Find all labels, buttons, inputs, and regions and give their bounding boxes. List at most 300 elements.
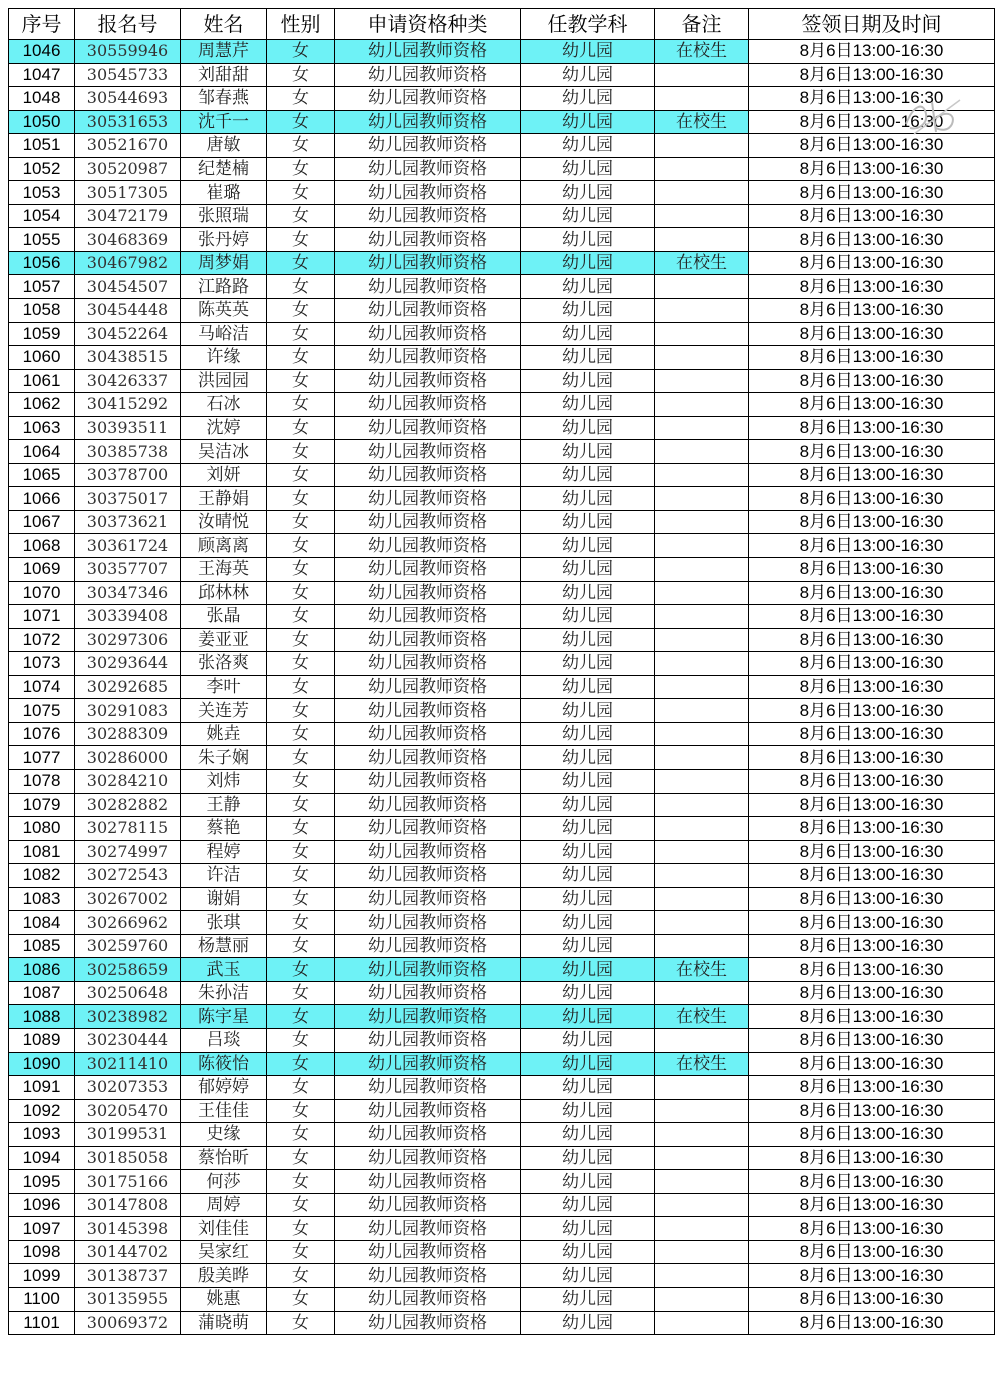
- pickup-time-cell: 8月6日13:00-16:30: [749, 769, 995, 793]
- qualification-cell: 幼儿园教师资格: [335, 558, 521, 582]
- qualification-cell: 幼儿园教师资格: [335, 204, 521, 228]
- table-row: [9, 1099, 995, 1123]
- pickup-time-cell: 8月6日13:00-16:30: [749, 534, 995, 558]
- seq-cell: 1064: [9, 440, 75, 464]
- regno-cell: 30199531: [75, 1123, 181, 1147]
- subject-cell: 幼儿园: [521, 251, 655, 275]
- table-row: [9, 628, 995, 652]
- qualification-cell: 幼儿园教师资格: [335, 581, 521, 605]
- table-row: [9, 793, 995, 817]
- qualification-cell: 幼儿园教师资格: [335, 817, 521, 841]
- subject-cell: 幼儿园: [521, 110, 655, 134]
- qualification-cell: 幼儿园教师资格: [335, 746, 521, 770]
- subject-cell: 幼儿园: [521, 1240, 655, 1264]
- gender-cell: 女: [267, 1028, 335, 1052]
- table-row: [9, 652, 995, 676]
- qualification-cell: 幼儿园教师资格: [335, 1264, 521, 1288]
- seq-cell: 1078: [9, 769, 75, 793]
- subject-cell: 幼儿园: [521, 346, 655, 370]
- table-row: [9, 675, 995, 699]
- pickup-time-cell: 8月6日13:00-16:30: [749, 911, 995, 935]
- seq-cell: 1072: [9, 628, 75, 652]
- qualification-cell: 幼儿园教师资格: [335, 463, 521, 487]
- gender-cell: 女: [267, 87, 335, 111]
- seq-cell: 1081: [9, 840, 75, 864]
- note-cell: [655, 440, 749, 464]
- table-row: [9, 934, 995, 958]
- name-cell: 周梦娟: [181, 251, 267, 275]
- gender-cell: 女: [267, 1264, 335, 1288]
- seq-cell: 1050: [9, 110, 75, 134]
- note-cell: [655, 322, 749, 346]
- note-cell: [655, 510, 749, 534]
- table-row: [9, 110, 995, 134]
- seq-cell: 1095: [9, 1170, 75, 1194]
- qualification-cell: 幼儿园教师资格: [335, 699, 521, 723]
- table-row: [9, 558, 995, 582]
- qualification-cell: 幼儿园教师资格: [335, 534, 521, 558]
- table-row: [9, 864, 995, 888]
- qualification-cell: 幼儿园教师资格: [335, 440, 521, 464]
- pickup-time-cell: 8月6日13:00-16:30: [749, 134, 995, 158]
- seq-cell: 1068: [9, 534, 75, 558]
- note-cell: [655, 652, 749, 676]
- seq-cell: 1075: [9, 699, 75, 723]
- gender-cell: 女: [267, 699, 335, 723]
- name-cell: 张琪: [181, 911, 267, 935]
- seq-cell: 1065: [9, 463, 75, 487]
- subject-cell: 幼儿园: [521, 934, 655, 958]
- name-cell: 张洛爽: [181, 652, 267, 676]
- subject-cell: 幼儿园: [521, 369, 655, 393]
- name-cell: 王海英: [181, 558, 267, 582]
- gender-cell: 女: [267, 558, 335, 582]
- seq-cell: 1090: [9, 1052, 75, 1076]
- pickup-time-cell: 8月6日13:00-16:30: [749, 63, 995, 87]
- name-cell: 刘佳佳: [181, 1217, 267, 1241]
- subject-cell: 幼儿园: [521, 1076, 655, 1100]
- regno-cell: 30147808: [75, 1193, 181, 1217]
- pickup-time-cell: 8月6日13:00-16:30: [749, 675, 995, 699]
- seq-cell: 1052: [9, 157, 75, 181]
- header-regno: 报名号: [75, 9, 181, 40]
- regno-cell: 30274997: [75, 840, 181, 864]
- table-row: [9, 1005, 995, 1029]
- note-cell: [655, 1240, 749, 1264]
- note-cell: [655, 558, 749, 582]
- gender-cell: 女: [267, 110, 335, 134]
- gender-cell: 女: [267, 510, 335, 534]
- seq-cell: 1094: [9, 1146, 75, 1170]
- subject-cell: 幼儿园: [521, 699, 655, 723]
- name-cell: 吴洁冰: [181, 440, 267, 464]
- gender-cell: 女: [267, 1217, 335, 1241]
- seq-cell: 1053: [9, 181, 75, 205]
- note-cell: [655, 1028, 749, 1052]
- table-row: [9, 228, 995, 252]
- pickup-time-cell: 8月6日13:00-16:30: [749, 840, 995, 864]
- header-qualification: 申请资格种类: [335, 9, 521, 40]
- subject-cell: 幼儿园: [521, 864, 655, 888]
- pickup-time-cell: 8月6日13:00-16:30: [749, 1099, 995, 1123]
- seq-cell: 1089: [9, 1028, 75, 1052]
- qualification-cell: 幼儿园教师资格: [335, 1123, 521, 1147]
- regno-cell: 30292685: [75, 675, 181, 699]
- regno-cell: 30293644: [75, 652, 181, 676]
- name-cell: 刘妍: [181, 463, 267, 487]
- seq-cell: 1048: [9, 87, 75, 111]
- name-cell: 关连芳: [181, 699, 267, 723]
- seq-cell: 1083: [9, 887, 75, 911]
- subject-cell: 幼儿园: [521, 958, 655, 982]
- gender-cell: 女: [267, 769, 335, 793]
- note-cell: [655, 911, 749, 935]
- gender-cell: 女: [267, 581, 335, 605]
- qualification-cell: 幼儿园教师资格: [335, 722, 521, 746]
- subject-cell: 幼儿园: [521, 793, 655, 817]
- subject-cell: 幼儿园: [521, 322, 655, 346]
- name-cell: 吴家红: [181, 1240, 267, 1264]
- note-cell: [655, 1217, 749, 1241]
- subject-cell: 幼儿园: [521, 487, 655, 511]
- name-cell: 王静: [181, 793, 267, 817]
- regno-cell: 30250648: [75, 981, 181, 1005]
- regno-cell: 30472179: [75, 204, 181, 228]
- subject-cell: 幼儿园: [521, 1287, 655, 1311]
- regno-cell: 30258659: [75, 958, 181, 982]
- subject-cell: 幼儿园: [521, 87, 655, 111]
- note-cell: [655, 817, 749, 841]
- note-cell: [655, 228, 749, 252]
- qualification-cell: 幼儿园教师资格: [335, 887, 521, 911]
- gender-cell: 女: [267, 887, 335, 911]
- regno-cell: 30385738: [75, 440, 181, 464]
- qualification-cell: 幼儿园教师资格: [335, 87, 521, 111]
- qualification-cell: 幼儿园教师资格: [335, 299, 521, 323]
- gender-cell: 女: [267, 181, 335, 205]
- gender-cell: 女: [267, 1005, 335, 1029]
- note-cell: [655, 157, 749, 181]
- subject-cell: 幼儿园: [521, 1193, 655, 1217]
- seq-cell: 1070: [9, 581, 75, 605]
- regno-cell: 30521670: [75, 134, 181, 158]
- subject-cell: 幼儿园: [521, 558, 655, 582]
- table-row: [9, 1240, 995, 1264]
- pickup-time-cell: 8月6日13:00-16:30: [749, 110, 995, 134]
- name-cell: 周婷: [181, 1193, 267, 1217]
- pickup-time-cell: 8月6日13:00-16:30: [749, 793, 995, 817]
- subject-cell: 幼儿园: [521, 1311, 655, 1335]
- qualification-cell: 幼儿园教师资格: [335, 793, 521, 817]
- gender-cell: 女: [267, 228, 335, 252]
- qualification-cell: 幼儿园教师资格: [335, 157, 521, 181]
- subject-cell: 幼儿园: [521, 1123, 655, 1147]
- pickup-time-cell: 8月6日13:00-16:30: [749, 1076, 995, 1100]
- table-row: [9, 1052, 995, 1076]
- seq-cell: 1091: [9, 1076, 75, 1100]
- regno-cell: 30288309: [75, 722, 181, 746]
- subject-cell: 幼儿园: [521, 722, 655, 746]
- note-cell: [655, 369, 749, 393]
- qualification-cell: 幼儿园教师资格: [335, 110, 521, 134]
- seq-cell: 1093: [9, 1123, 75, 1147]
- regno-cell: 30272543: [75, 864, 181, 888]
- gender-cell: 女: [267, 1287, 335, 1311]
- pickup-time-cell: 8月6日13:00-16:30: [749, 558, 995, 582]
- table-row: [9, 346, 995, 370]
- qualification-cell: 幼儿园教师资格: [335, 1287, 521, 1311]
- table-row: [9, 157, 995, 181]
- qualification-cell: 幼儿园教师资格: [335, 1311, 521, 1335]
- qualification-cell: 幼儿园教师资格: [335, 958, 521, 982]
- table-row: [9, 1217, 995, 1241]
- name-cell: 张丹婷: [181, 228, 267, 252]
- note-cell: [655, 981, 749, 1005]
- note-cell: [655, 416, 749, 440]
- pickup-time-cell: 8月6日13:00-16:30: [749, 722, 995, 746]
- note-cell: [655, 934, 749, 958]
- gender-cell: 女: [267, 840, 335, 864]
- table-row: [9, 1146, 995, 1170]
- subject-cell: 幼儿园: [521, 393, 655, 417]
- subject-cell: 幼儿园: [521, 652, 655, 676]
- note-cell: 在校生: [655, 251, 749, 275]
- seq-cell: 1082: [9, 864, 75, 888]
- table-row: [9, 487, 995, 511]
- table-row: [9, 1287, 995, 1311]
- table-row: [9, 416, 995, 440]
- gender-cell: 女: [267, 793, 335, 817]
- table-row: [9, 769, 995, 793]
- gender-cell: 女: [267, 652, 335, 676]
- name-cell: 刘炜: [181, 769, 267, 793]
- table-row: [9, 722, 995, 746]
- header-gender: 性别: [267, 9, 335, 40]
- pickup-time-cell: 8月6日13:00-16:30: [749, 393, 995, 417]
- qualification-cell: 幼儿园教师资格: [335, 864, 521, 888]
- note-cell: [655, 346, 749, 370]
- name-cell: 谢娟: [181, 887, 267, 911]
- subject-cell: 幼儿园: [521, 416, 655, 440]
- name-cell: 许洁: [181, 864, 267, 888]
- pickup-time-cell: 8月6日13:00-16:30: [749, 1005, 995, 1029]
- gender-cell: 女: [267, 157, 335, 181]
- qualification-cell: 幼儿园教师资格: [335, 911, 521, 935]
- note-cell: [655, 134, 749, 158]
- gender-cell: 女: [267, 322, 335, 346]
- table-row: [9, 63, 995, 87]
- regno-cell: 30373621: [75, 510, 181, 534]
- subject-cell: 幼儿园: [521, 63, 655, 87]
- regno-cell: 30297306: [75, 628, 181, 652]
- gender-cell: 女: [267, 487, 335, 511]
- note-cell: [655, 299, 749, 323]
- table-row: [9, 87, 995, 111]
- regno-cell: 30069372: [75, 1311, 181, 1335]
- qualification-cell: 幼儿园教师资格: [335, 769, 521, 793]
- regno-cell: 30468369: [75, 228, 181, 252]
- name-cell: 何莎: [181, 1170, 267, 1194]
- header-name: 姓名: [181, 9, 267, 40]
- gender-cell: 女: [267, 1193, 335, 1217]
- table-row: [9, 275, 995, 299]
- seq-cell: 1088: [9, 1005, 75, 1029]
- qualification-cell: 幼儿园教师资格: [335, 840, 521, 864]
- pickup-time-cell: 8月6日13:00-16:30: [749, 981, 995, 1005]
- subject-cell: 幼儿园: [521, 1170, 655, 1194]
- table-row: [9, 1028, 995, 1052]
- pickup-time-cell: 8月6日13:00-16:30: [749, 322, 995, 346]
- gender-cell: 女: [267, 1099, 335, 1123]
- gender-cell: 女: [267, 1240, 335, 1264]
- note-cell: [655, 1287, 749, 1311]
- name-cell: 张晶: [181, 605, 267, 629]
- table-row: [9, 1193, 995, 1217]
- regno-cell: 30278115: [75, 817, 181, 841]
- table-row: [9, 1311, 995, 1335]
- subject-cell: 幼儿园: [521, 1028, 655, 1052]
- name-cell: 郁婷婷: [181, 1076, 267, 1100]
- pickup-time-cell: 8月6日13:00-16:30: [749, 1123, 995, 1147]
- pickup-time-cell: 8月6日13:00-16:30: [749, 652, 995, 676]
- name-cell: 张照瑞: [181, 204, 267, 228]
- seq-cell: 1062: [9, 393, 75, 417]
- regno-cell: 30454507: [75, 275, 181, 299]
- header-seq: 序号: [9, 9, 75, 40]
- pickup-time-cell: 8月6日13:00-16:30: [749, 746, 995, 770]
- gender-cell: 女: [267, 134, 335, 158]
- qualification-cell: 幼儿园教师资格: [335, 1217, 521, 1241]
- name-cell: 程婷: [181, 840, 267, 864]
- name-cell: 李叶: [181, 675, 267, 699]
- subject-cell: 幼儿园: [521, 275, 655, 299]
- table-row: [9, 958, 995, 982]
- regno-cell: 30135955: [75, 1287, 181, 1311]
- gender-cell: 女: [267, 204, 335, 228]
- regno-cell: 30282882: [75, 793, 181, 817]
- header-pickup-time: 签领日期及时间: [749, 9, 995, 40]
- table-row: [9, 204, 995, 228]
- name-cell: 史缘: [181, 1123, 267, 1147]
- name-cell: 陈筱怡: [181, 1052, 267, 1076]
- pickup-time-cell: 8月6日13:00-16:30: [749, 958, 995, 982]
- pickup-time-cell: 8月6日13:00-16:30: [749, 157, 995, 181]
- seq-cell: 1071: [9, 605, 75, 629]
- qualification-cell: 幼儿园教师资格: [335, 181, 521, 205]
- name-cell: 杨慧丽: [181, 934, 267, 958]
- note-cell: 在校生: [655, 1052, 749, 1076]
- seq-cell: 1080: [9, 817, 75, 841]
- regno-cell: 30138737: [75, 1264, 181, 1288]
- name-cell: 蔡艳: [181, 817, 267, 841]
- seq-cell: 1074: [9, 675, 75, 699]
- pickup-time-cell: 8月6日13:00-16:30: [749, 864, 995, 888]
- qualification-cell: 幼儿园教师资格: [335, 628, 521, 652]
- regno-cell: 30145398: [75, 1217, 181, 1241]
- regno-cell: 30291083: [75, 699, 181, 723]
- regno-cell: 30415292: [75, 393, 181, 417]
- gender-cell: 女: [267, 934, 335, 958]
- regno-cell: 30438515: [75, 346, 181, 370]
- gender-cell: 女: [267, 628, 335, 652]
- table-row: [9, 817, 995, 841]
- qualification-cell: 幼儿园教师资格: [335, 251, 521, 275]
- qualification-cell: 幼儿园教师资格: [335, 934, 521, 958]
- gender-cell: 女: [267, 1146, 335, 1170]
- name-cell: 吕琰: [181, 1028, 267, 1052]
- subject-cell: 幼儿园: [521, 228, 655, 252]
- gender-cell: 女: [267, 911, 335, 935]
- gender-cell: 女: [267, 369, 335, 393]
- name-cell: 刘甜甜: [181, 63, 267, 87]
- subject-cell: 幼儿园: [521, 1005, 655, 1029]
- qualification-cell: 幼儿园教师资格: [335, 416, 521, 440]
- subject-cell: 幼儿园: [521, 299, 655, 323]
- table-row: [9, 251, 995, 275]
- pickup-time-cell: 8月6日13:00-16:30: [749, 1311, 995, 1335]
- pickup-time-cell: 8月6日13:00-16:30: [749, 346, 995, 370]
- note-cell: 在校生: [655, 40, 749, 64]
- subject-cell: 幼儿园: [521, 534, 655, 558]
- seq-cell: 1063: [9, 416, 75, 440]
- regno-cell: 30286000: [75, 746, 181, 770]
- gender-cell: 女: [267, 958, 335, 982]
- seq-cell: 1086: [9, 958, 75, 982]
- subject-cell: 幼儿园: [521, 463, 655, 487]
- subject-cell: 幼儿园: [521, 628, 655, 652]
- regno-cell: 30544693: [75, 87, 181, 111]
- note-cell: [655, 1170, 749, 1194]
- seq-cell: 1059: [9, 322, 75, 346]
- note-cell: [655, 1076, 749, 1100]
- regno-cell: 30375017: [75, 487, 181, 511]
- note-cell: [655, 769, 749, 793]
- name-cell: 陈宇星: [181, 1005, 267, 1029]
- seq-cell: 1047: [9, 63, 75, 87]
- seq-cell: 1054: [9, 204, 75, 228]
- seq-cell: 1046: [9, 40, 75, 64]
- note-cell: [655, 605, 749, 629]
- regno-cell: 30467982: [75, 251, 181, 275]
- qualification-cell: 幼儿园教师资格: [335, 652, 521, 676]
- regno-cell: 30393511: [75, 416, 181, 440]
- regno-cell: 30520987: [75, 157, 181, 181]
- qualification-cell: 幼儿园教师资格: [335, 1193, 521, 1217]
- pickup-time-cell: 8月6日13:00-16:30: [749, 1193, 995, 1217]
- qualification-cell: 幼儿园教师资格: [335, 1170, 521, 1194]
- name-cell: 王静娟: [181, 487, 267, 511]
- regno-cell: 30559946: [75, 40, 181, 64]
- note-cell: [655, 463, 749, 487]
- note-cell: [655, 487, 749, 511]
- seq-cell: 1061: [9, 369, 75, 393]
- qualification-cell: 幼儿园教师资格: [335, 322, 521, 346]
- gender-cell: 女: [267, 440, 335, 464]
- pickup-time-cell: 8月6日13:00-16:30: [749, 251, 995, 275]
- pickup-time-cell: 8月6日13:00-16:30: [749, 275, 995, 299]
- seq-cell: 1092: [9, 1099, 75, 1123]
- note-cell: [655, 63, 749, 87]
- note-cell: [655, 722, 749, 746]
- pickup-time-cell: 8月6日13:00-16:30: [749, 1287, 995, 1311]
- gender-cell: 女: [267, 463, 335, 487]
- subject-cell: 幼儿园: [521, 440, 655, 464]
- subject-cell: 幼儿园: [521, 981, 655, 1005]
- pickup-time-cell: 8月6日13:00-16:30: [749, 510, 995, 534]
- note-cell: [655, 275, 749, 299]
- table-row: [9, 534, 995, 558]
- name-cell: 邹春燕: [181, 87, 267, 111]
